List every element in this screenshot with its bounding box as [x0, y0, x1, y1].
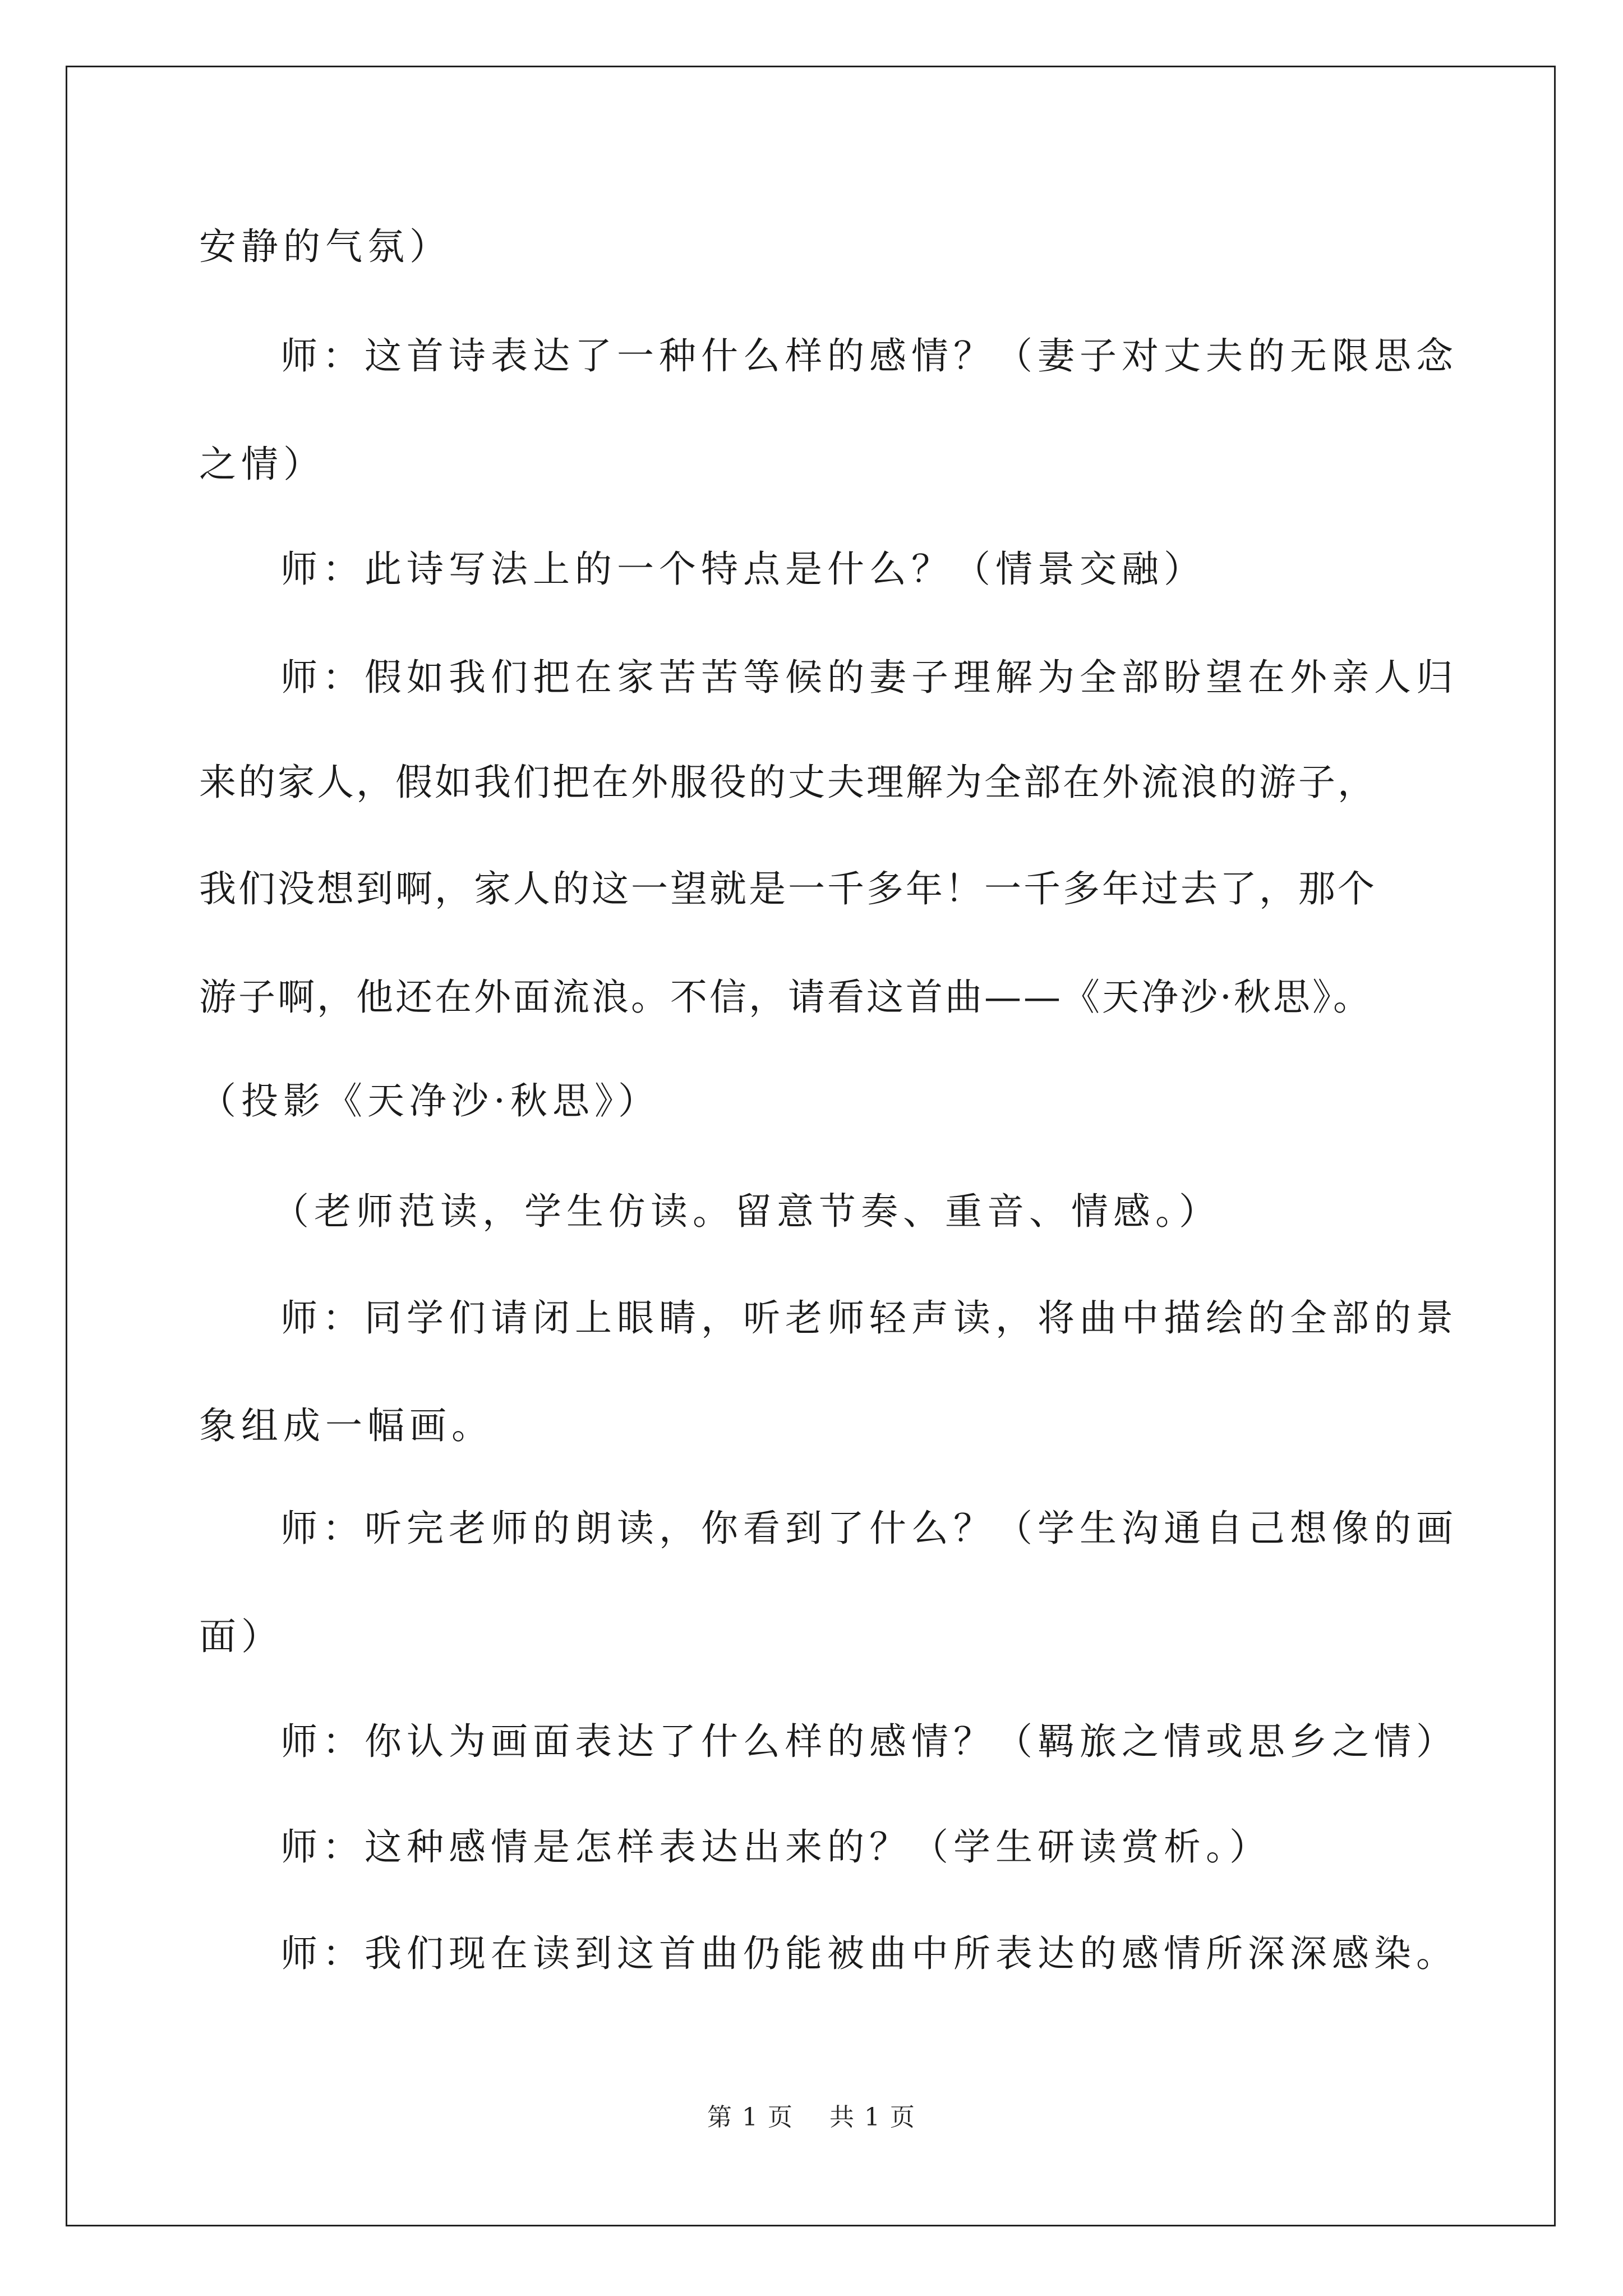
- text-line-7: 我们没想到啊，家人的这一望就是一千多年！一千多年过去了，那个: [199, 867, 1377, 910]
- page-border: [66, 66, 1556, 2226]
- text-line-12: 象组成一幅画。: [199, 1404, 494, 1447]
- text-line-11: 师：同学们请闭上眼睛，听老师轻声读，将曲中描绘的全部的景: [280, 1296, 1458, 1340]
- text-line-16: 师：这种感情是怎样表达出来的？（学生研读赏析。）: [280, 1825, 1271, 1869]
- text-line-14: 面）: [199, 1615, 283, 1658]
- text-line-3: 之情）: [199, 443, 325, 486]
- page-number-footer: 第 1 页 共 1 页: [707, 2103, 916, 2132]
- text-line-8: 游子啊，他还在外面流浪。不信，请看这首曲——《天净沙·秋思》。: [199, 976, 1372, 1019]
- text-line-2: 师：这首诗表达了一种什么样的感情？（妻子对丈夫的无限思念: [280, 334, 1458, 378]
- text-line-13: 师：听完老师的朗读，你看到了什么？（学生沟通自己想像的画: [280, 1507, 1458, 1550]
- text-line-6: 来的家人，假如我们把在外服役的丈夫理解为全部在外流浪的游子，: [199, 761, 1377, 804]
- text-line-17: 师：我们现在读到这首曲仍能被曲中所表达的感情所深深感染。: [280, 1932, 1458, 1975]
- text-line-15: 师：你认为画面表达了什么样的感情？（羁旅之情或思乡之情）: [280, 1720, 1458, 1763]
- text-line-5: 师：假如我们把在家苦苦等候的妻子理解为全部盼望在外亲人归: [280, 656, 1458, 699]
- text-line-1: 安静的气氛）: [199, 225, 451, 268]
- text-line-9: （投影《天净沙·秋思》）: [199, 1079, 660, 1122]
- text-line-4: 师：此诗写法上的一个特点是什么？（情景交融）: [280, 547, 1206, 591]
- text-line-10: （老师范读，学生仿读。留意节奏、重音、情感。）: [272, 1190, 1221, 1233]
